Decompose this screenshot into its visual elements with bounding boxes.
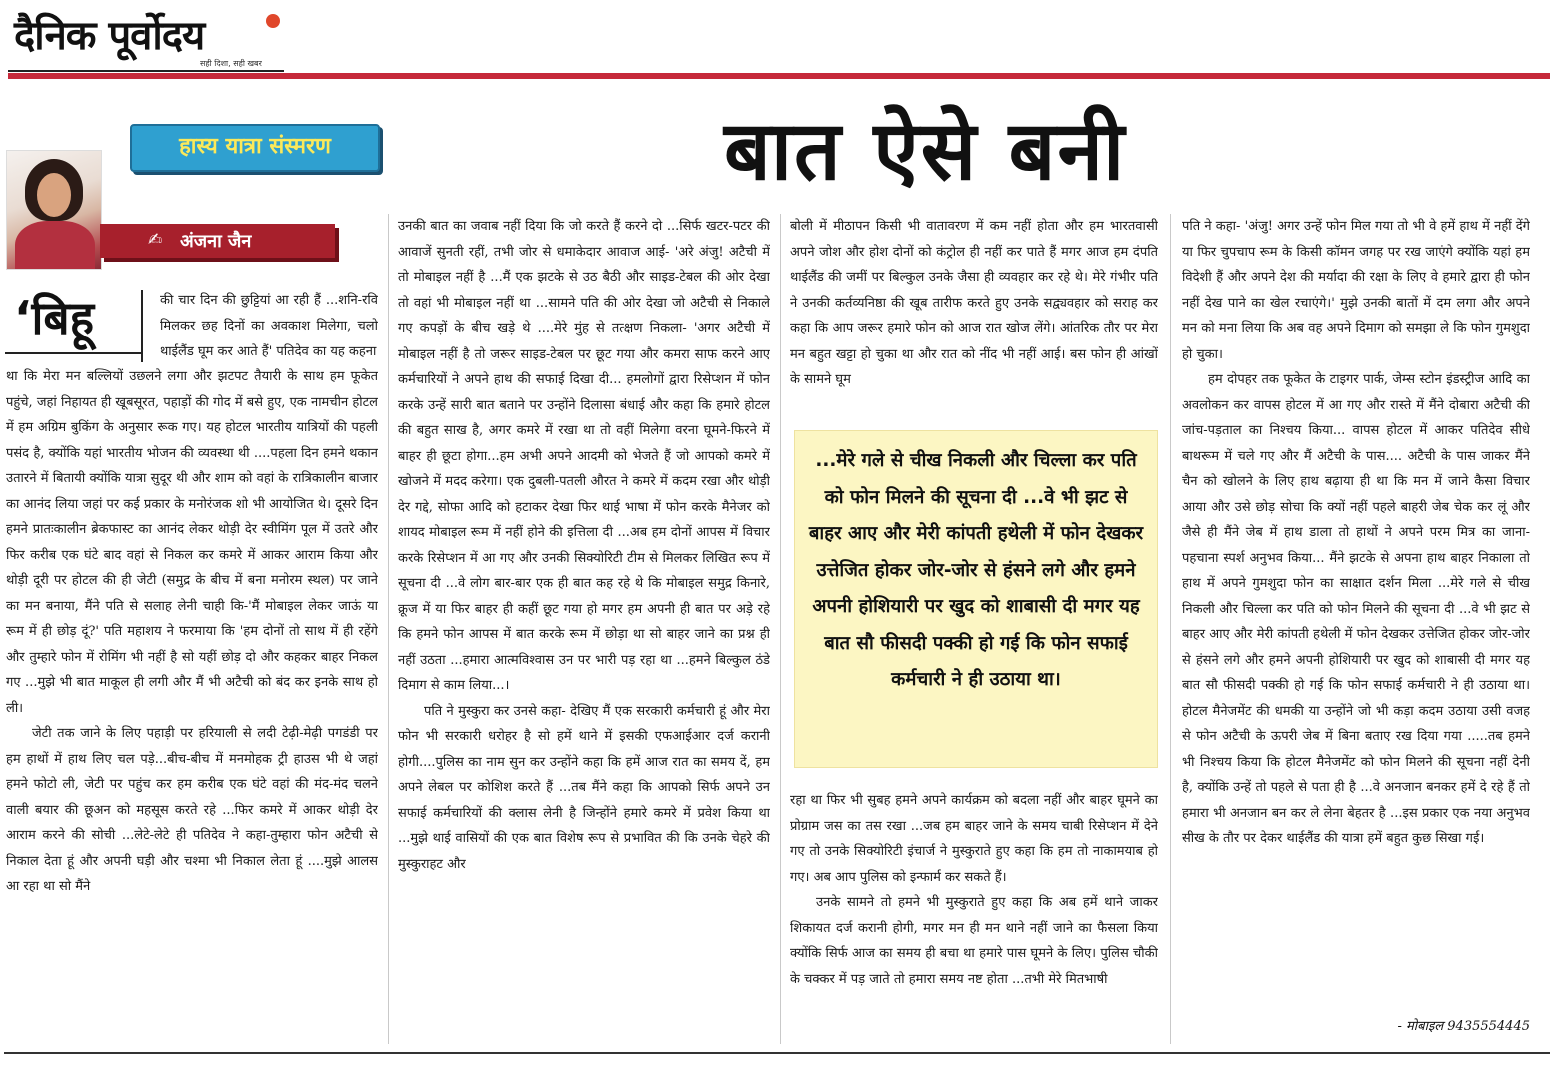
column-3-top [790, 214, 1158, 420]
column-4-paragraph-2: हम दोपहर तक फूकेत के टाइगर पार्क, जेम्स स्टोन इंडस्ट्रीज आदि का अवलोकन कर वापस होटल में आ गए और रास्ते में मैंने दोबारा अटैची की जांच-पड़ताल का निश्चय किया... वापस होटल में आकर पतिदेव सीधे बाथरूम में चले गए और मैं अटैची के पास.... अटैची के पास जाकर मैंने चैन को खोलने के लिए हाथ बढ़ाया ही था कि मन में जाने कैसा विचार आया और उसे छोड़ सोचा कि क्यों नहीं पहले बाहरी जेब चेक कर लूं और जैसे ही मैंने जेब में हाथ डाला तो हाथों ने अपने परम मित्र का जाना-पहचाना स्पर्श अनुभव किया... मैंने झटके से अपना हाथ बाहर निकाला तो हाथ में अपने गुमशुदा फोन का साक्षात दर्शन मिला ...मेरे गले से चीख निकली और चिल्ला कर पति को फोन मिलने की सूचना दी ...वे भी झट से बाहर आए और मेरी कांपती हथेली में फोन देखकर उत्तेजित होकर जोर-जोर से हंसने लगे और हमने अपनी होशियारी पर खुद को शाबासी दी मगर यह बात सौ फीसदी पक्की हो गई कि फोन सफाई कर्मचारी ने ही उठाया था। होटल मैनेजमेंट की धमकी या उन्होंने जो भी कड़ा कदम उठाया उसी वजह से फोन अटैची के ऊपरी जेब में बिना बताए रख दिया गया .....तब हमने भी निश्चय किया कि होटल मैनेजमेंट को फोन मिलने की सूचना नहीं देनी है, क्योंकि उन्हें तो पहले से पता ही है ...वे अनजान बनकर हमें दे रहे हैं तो हमारा भी अनजान बन कर ले लेना बेहतर है ...इस प्रकार एक नया अनुभव सीख के तौर पर देकर थाईलैंड की यात्रा हमें बहुत कुछ सिखा गई। [1182, 372, 1530, 846]
column-1-lead [160, 288, 378, 364]
logo-underline [8, 70, 284, 72]
column-1-lead-text: की चार दिन की छुट्टियां आ रही हैं ...शनि-रवि मिलकर छह दिनों का अवकाश मिलेगा, चलो थाईलैंड घूम कर आते हैं' पतिदेव का यह कहना [160, 293, 378, 359]
author-name: अंजना जैन [180, 231, 252, 252]
column-1 [6, 364, 378, 1048]
column-3-bottom [790, 788, 1158, 1044]
page-bottom-rule [4, 1052, 1550, 1054]
column-divider-1 [388, 214, 389, 1044]
column-3-paragraph-2: उनके सामने तो हमने भी मुस्कुराते हुए कहा कि अब हमें थाने जाकर शिकायत दर्ज करानी होगी, मगर मन ही मन थाने नहीं जाने का फैसला किया क्योंकि सिर्फ आज का समय ही बचा था हमारे पास घूमने के लिए। पुलिस चौकी के चक्कर में पड़ जाते तो हमारा समय नष्ट होता ...तभी मेरे मितभाषी [790, 895, 1158, 987]
column-4 [1182, 214, 1530, 1014]
masthead [0, 0, 1550, 80]
photo-face [37, 173, 71, 217]
header-color-bar [8, 73, 1550, 79]
author-mobile-signoff: - मोबाइल 9435554445 [1397, 1019, 1530, 1034]
byline-ribbon [100, 224, 335, 258]
column-4-paragraph-1: पति ने कहा- 'अंजु! अगर उन्हें फोन मिल गया तो भी वे हमें हाथ में नहीं देंगे या फिर चुपचाप रूम के किसी कॉमन जगह पर रख जाएंगे क्योंकि यहां हम विदेशी हैं और अपने देश की मर्यादा की रक्षा के लिए वे हमारे द्वारा ही फोन नहीं देख पाने का खेल रचाएंगे।' मुझे उनकी बातों में दम लगा और अपने मन को मना लिया कि अब वह अपने दिमाग को समझा ले कि फोन गुमशुदा हो चुका। [1182, 219, 1530, 362]
column-3-top-text: बोली में मीठापन किसी भी वातावरण में कम नहीं होता और हम भारतवासी अपने जोश और होश दोनों को कंट्रोल ही नहीं कर पाते हैं मगर आज हम दंपति थाईलैंड की जमीं पर बिल्कुल उनके जैसा ही व्यवहार कर रहे थे। मेरे गंभीर पति ने उनकी कर्तव्यनिष्ठा की खूब तारीफ करते हुए उनके सद्व्यवहार को सराह कर कहा कि आप जरूर हमारे फोन को आज रात खोज लेंगे। आंतरिक तौर पर मेरा मन बहुत खट्टा हो चुका था और रात को नींद भी नहीं आई। बस फोन ही आंखों के सामने घूम [790, 219, 1158, 387]
series-label: हास्य यात्रा संस्मरण [179, 134, 331, 159]
pen-icon: ✍ [148, 230, 163, 250]
newspaper-tagline: सही दिशा, सही खबर [200, 59, 262, 68]
column-2-paragraph-1: उनकी बात का जवाब नहीं दिया कि जो करते हैं करने दो ...सिर्फ खटर-पटर की आवाजें सुनती रहीं, तभी जोर से धमाकेदार आवाज आई- 'अरे अंजु! अटैची में तो मोबाइल नहीं है ...मैं एक झटके से उठ बैठी और साइड-टेबल की ओर देखा तो वहां भी मोबाइल नहीं था ...सामने पति की ओर देखा जो अटैची से निकाले गए कपड़ों के बीच खड़े थे ....मेरे मुंह से तत्क्षण निकला- 'अगर अटैची में मोबाइल नहीं है तो जरूर साइड-टेबल पर छूट गया और कमरा साफ करने आए कर्मचारियों ने अपने हाथ की सफाई दिखा दी... हमलोगों द्वारा रिसेप्शन में फोन करके उन्हें सारी बात बताने पर उन्होंने दिलासा बंधाई और कहा कि हमारे होटल की बहुत साख है, अगर कमरे में रखा था तो वहीं मिलेगा वरना घूमने-फिरने में बाहर ही छूटा होगा...हम अभी अपने आदमी को भेजते हैं जो आपको कमरे में खोजने में मदद करेगा। एक दुबली-पतली औरत ने कमरे में कदम रखा और थोड़ी देर गद्दे, सोफा आदि को हटाकर देखा फिर थाई भाषा में फोन करके मैनेजर को शायद मोबाइल रूम में नहीं होने की इत्तिला दी ...अब हम दोनों आपस में विचार करके रिसेप्शन में आ गए और उनकी सिक्योरिटी टीम से मिलकर लिखित रूप में सूचना दी ...वे लोग बार-बार एक ही बात कह रहे थे कि मोबाइल समुद्र किनारे, क्रूज में या फिर बाहर ही कहीं छूट गया हो मगर हम अपनी ही बात पर अड़े रहे कि हमने फोन आपस में बात करके रूम में छोड़ा था सो बाहर जाने का प्रश्न ही नहीं उठता ...हमारा आत्मविश्वास उन पर भारी पड़ रहा था ...हमने बिल्कुल ठंडे दिमाग से काम लिया...। [398, 219, 770, 693]
photo-body [15, 221, 95, 270]
pull-quote-box [794, 430, 1158, 768]
column-1-paragraph-2: जेटी तक जाने के लिए पहाड़ी पर हरियाली से लदी टेढ़ी-मेढ़ी पगडंडी पर हम हाथों में हाथ लिए चल पड़े...बीच-बीच में मनमोहक ट्री हाउस भी थे जहां हमने फोटो ली, जेटी पर पहुंच कर हम करीब एक घंटे वहां की मंद-मंद चलने वाली बयार की छूअन को महसूस करते रहे ...फिर कमरे में आकर थोड़ी देर आराम करने की सोची ...लेटे-लेटे ही पतिदेव ने कहा-तुम्हारा फोन अटैची से निकाल देता हूं और अपनी घड़ी और चश्मा भी निकाल लेता हूं ....मुझे आलस आ रहा था सो मैंने [6, 726, 378, 894]
author-photo [6, 150, 102, 270]
logo-dot-icon [266, 14, 280, 28]
opening-word-rule [5, 352, 141, 354]
column-2-paragraph-2: पति ने मुस्कुरा कर उनसे कहा- देखिए मैं एक सरकारी कर्मचारी हूं और मेरा फोन भी सरकारी धरोहर है सो हमें थाने में इसकी एफआईआर दर्ज करानी होगी....पुलिस का नाम सुन कर उन्होंने कहा कि हमें आज रात का समय दें, हम अपने लेबल पर कोशिश करते हैं ...तब मैंने कहा कि आपको सिर्फ अपने उन सफाई कर्मचारियों की क्लास लेनी है जिन्होंने हमारे कमरे में प्रवेश किया था ...मुझे थाई वासियों की एक बात विशेष रूप से प्रभावित की कि उनके चेहरे की मुस्कुराहट और [398, 703, 770, 872]
column-1-paragraph-1: था कि मेरा मन बल्लियों उछलने लगा और झटपट तैयारी के साथ हम फूकेत पहुंचे, जहां निहायत ही खूबसूरत, पहाड़ों की गोद में बसे हुए, एक नामचीन होटल में हम अग्रिम बुकिंग के अनुसार रूक गए। यह होटल भारतीय यात्रियों की पहली पसंद है, क्योंकि यहां भारतीय भोजन की व्यवस्था थी ....पहला दिन हमने थकान उतारने में बितायी क्योंकि यात्रा सुदूर थी और शाम को वहां के रात्रिकालीन बाजार का आनंद लिया जहां पर कई प्रकार के मनोरंजक शो भी आयोजित थे। दूसरे दिन हमने प्रातःकालीन ब्रेकफास्ट का आनंद लेकर थोड़ी देर स्वीमिंग पूल में उतरे और फिर करीब एक घंटे बाद वहां से निकल कर कमरे में आकर आराम किया और थोड़ी दूरी पर होटल की ही जेटी (समुद्र के बीच में बना मनोरम स्थल) पर जाने का मन बनाया, मैंने पति से सलाह लेनी चाही कि-'मैं मोबाइल लेकर जाऊं या रूम में ही छोड़ दूं?' पति महाशय ने फरमाया कि 'हम दोनों तो साथ में ही रहेंगे और तुम्हारे फोन में रोमिंग भी नहीं है सो यहीं छोड़ दो और कहकर बाहर निकल गए ...मुझे भी बात माकूल ही लगी और मैं भी अटैची को बंद कर इनके साथ हो ली। [6, 369, 378, 716]
pull-quote-text: ...मेरे गले से चीख निकली और चिल्ला कर पति को फोन मिलने की सूचना दी ...वे भी झट से बाहर आए और मेरी कांपती हथेली में फोन देखकर उत्तेजित होकर जोर-जोर से हंसने लगे और हमने अपनी होशियारी पर खुद को शाबासी दी मगर यह बात सौ फीसदी पक्की हो गई कि फोन सफाई कर्मचारी ने ही उठाया था। [808, 450, 1144, 690]
column-divider-3 [1170, 214, 1171, 1044]
opening-word: ‘बिहू [14, 291, 95, 345]
series-label-box [130, 124, 380, 172]
opening-word-vertical-rule [141, 290, 143, 362]
column-3-paragraph-1: रहा था फिर भी सुबह हमने अपने कार्यक्रम को बदला नहीं और बाहर घूमने का प्रोग्राम जस का तस रखा ...जब हम बाहर जाने के समय चाबी रिसेप्शन में देने गए तो उनके सिक्योरिटी इंचार्ज ने मुस्कुराते हुए कहा कि हम तो नाकामयाब हो गए। अब आप पुलिस को इन्फार्म कर सकते हैं। [790, 793, 1158, 885]
column-divider-2 [780, 214, 781, 1044]
newspaper-logo: दैनिक पूर्वोदय [14, 13, 205, 59]
column-2 [398, 214, 770, 1044]
article-headline: बात ऐसे बनी [724, 104, 1127, 199]
